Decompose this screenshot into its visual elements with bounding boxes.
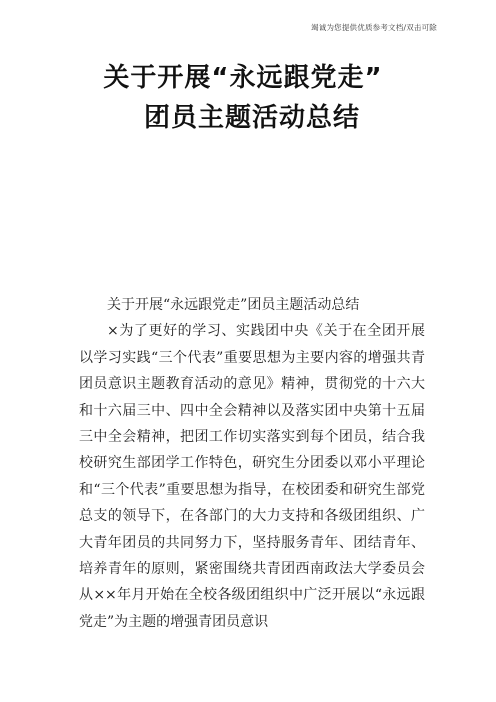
title-line-2: 团员主题活动总结: [143, 103, 360, 133]
body-paragraph-heading: 关于开展“永远跟党走”团员主题活动总结: [107, 297, 360, 313]
body-paragraph-main: ×为了更好的学习、实践团中央《关于在全团开展以学习实践“三个代表”重要思想为主要内容的增强共青团员意识主题教育活动的意见》精神，贯彻党的十六大和十六届三中、四中全会精神以及落实团中央第十五届三中全会精神，把团工作切实落实到每个团员，结合我校研究生部团学工作特色，研究生分团委以邓小平理论和“三个代表”重要思想为指导，在校团委和研究生部党总支的领导下，在各部门的大力支持和各级团组织、广大青年团员的共同努力下，坚持服务青年、团结青年、培养青年的原则，紧密围绕共青团西南政法大学委员会从××年月开始在全校各级团组织中广泛开展以“永远跟党走”为主题的增强青团员意识: [79, 323, 425, 630]
title-line-1: 关于开展“永远跟党走”: [103, 63, 383, 93]
document-title: [0, 58, 496, 138]
document-body: [79, 292, 425, 635]
header-note: 竭诚为您提供优质参考文档/双击可除: [311, 23, 437, 32]
